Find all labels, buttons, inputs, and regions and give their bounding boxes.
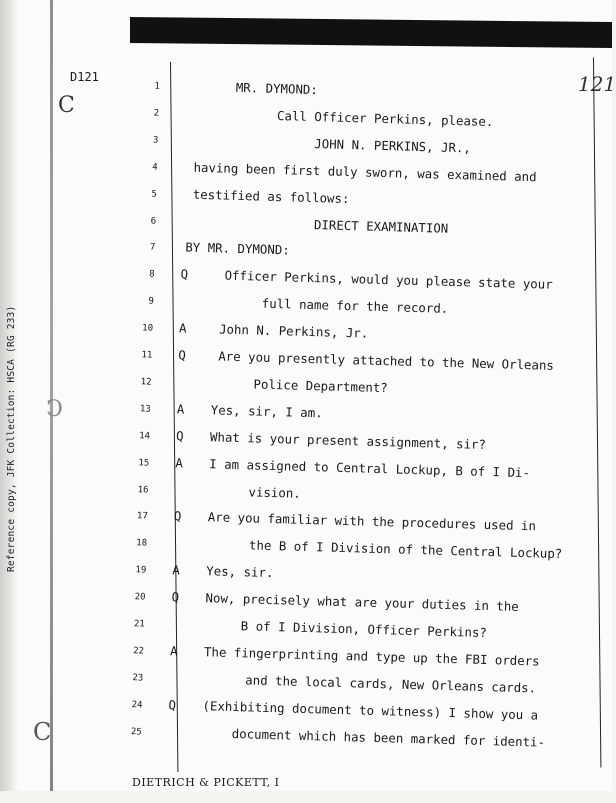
transcript-line (119, 722, 579, 755)
line-text: vision. (248, 483, 301, 501)
speaker-marker: Q (173, 508, 182, 524)
line-number: 2 (153, 108, 160, 119)
line-text: Now, precisely what are your duties in the (205, 590, 519, 615)
line-text: full name for the record. (261, 295, 449, 317)
reference-note: Reference copy, JFK Collection: HSCA (RG 233) (6, 305, 17, 572)
margin-mark-bottom: C (33, 718, 52, 746)
line-text: having been first duly sworn, was examined and (193, 159, 537, 184)
line-text: BY MR. DYMOND: (185, 239, 290, 258)
line-number: 10 (142, 323, 154, 334)
margin-mark: C (58, 93, 75, 118)
speaker-marker: Q (175, 427, 184, 444)
document-id: D121 (70, 70, 99, 84)
line-number: 6 (150, 216, 157, 227)
speaker-marker: Q (168, 696, 177, 713)
line-number: 24 (131, 699, 143, 711)
line-text: the B of I Division of the Central Lockup? (248, 537, 563, 562)
line-text: (Exhibiting document to witness) I show you a (202, 697, 539, 723)
line-number: 25 (130, 726, 142, 738)
line-text: Police Department? (253, 376, 388, 396)
line-text: The fingerprinting and type up the FBI orders (203, 644, 540, 669)
line-text: MR. DYMOND: (235, 79, 319, 98)
line-text: I am assigned to Central Lockup, B of I Di- (209, 455, 531, 480)
line-text: JOHN N. PERKINS, JR., (314, 135, 472, 156)
line-text: Are you familiar with the procedures used in (207, 509, 537, 534)
line-text: Yes, sir. (206, 563, 274, 581)
line-number: 14 (139, 430, 151, 442)
line-text: DIRECT EXAMINATION (313, 216, 449, 236)
speaker-marker: A (169, 643, 178, 659)
speaker-marker: Q (178, 347, 187, 363)
line-text: John N. Perkins, Jr. (218, 321, 369, 341)
line-number: 1 (154, 81, 160, 92)
line-number: 7 (149, 242, 156, 254)
line-number: 22 (133, 646, 145, 657)
speaker-marker: Q (180, 266, 189, 282)
speaker-marker: A (172, 562, 180, 578)
line-text: What is your present assignment, sir? (209, 428, 487, 452)
line-number: 12 (140, 377, 152, 388)
speaker-marker: A (175, 454, 184, 471)
line-text: Call Officer Perkins, please. (276, 107, 494, 129)
line-text: document which has been marked for identi- (231, 725, 546, 750)
line-number: 19 (135, 565, 147, 576)
line-number: 16 (137, 484, 149, 496)
line-text: Are you presently attached to the New Orleans (218, 348, 555, 373)
line-number: 3 (152, 135, 159, 146)
line-number: 9 (148, 296, 154, 307)
page-number: 121 (578, 72, 616, 96)
line-text: testified as follows: (192, 186, 350, 206)
speaker-marker: A (178, 320, 187, 336)
line-number: 15 (138, 457, 150, 469)
line-text: Officer Perkins, would you please state your (224, 267, 553, 293)
line-number: 21 (133, 619, 145, 630)
speaker-marker: Q (171, 589, 180, 605)
margin-mark-faint: C (46, 397, 63, 422)
line-number: 8 (148, 269, 155, 280)
line-text: and the local cards, New Orleans cards. (245, 672, 537, 696)
line-number: 18 (136, 538, 148, 549)
line-number: 13 (139, 404, 151, 415)
line-number: 23 (132, 672, 144, 684)
line-text: B of I Division, Officer Perkins? (240, 618, 488, 641)
line-text: Yes, sir, I am. (210, 402, 323, 421)
line-number: 11 (141, 350, 153, 361)
line-number: 20 (134, 592, 146, 603)
speaker-marker: A (176, 401, 185, 417)
court-reporter-footer: DIETRICH & PICKETT, I (132, 776, 280, 789)
line-number: 17 (136, 511, 148, 522)
line-number: 4 (151, 162, 158, 173)
line-number: 5 (151, 189, 157, 200)
